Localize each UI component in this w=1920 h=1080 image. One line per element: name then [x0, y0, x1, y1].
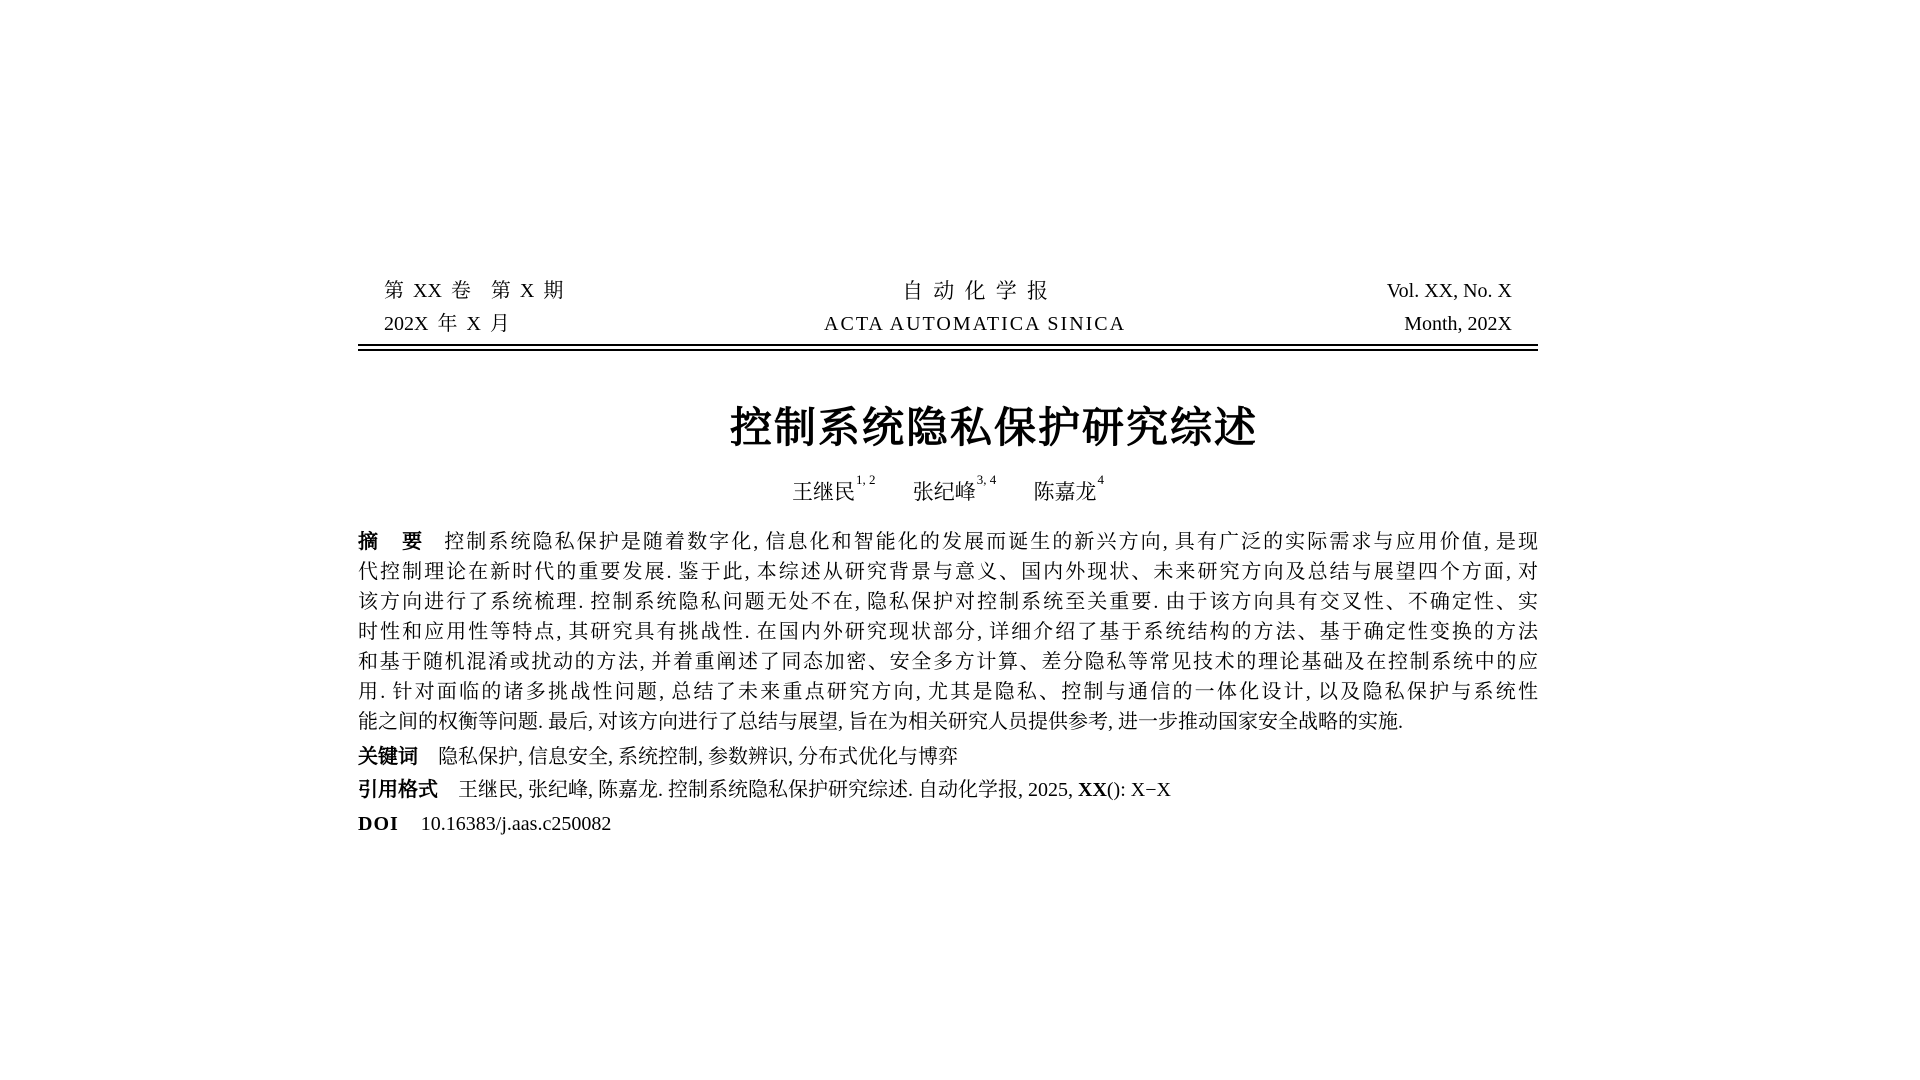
abstract-label: 摘 要 [358, 531, 425, 553]
paper-title: 控制系统隐私保护研究综述 [729, 404, 1258, 451]
abstract-line: 代控制理论在新时代的重要发展. 鉴于此, 本综述从研究背景与意义、国内外现状、未来研究方向及总结与展望四个方面, 对 [358, 561, 1538, 583]
volume-issue-cn: 第 XX 卷 第 X 期 [384, 280, 564, 302]
masthead-right [1387, 275, 1538, 341]
journal-name-en: ACTA AUTOMATICA SINICA [824, 313, 1127, 335]
date-en: Month, 202X [1404, 313, 1512, 335]
doi-label: DOI [358, 813, 399, 835]
journal-masthead [358, 275, 1538, 341]
author-2-name: 张纪峰 [912, 480, 976, 504]
journal-name-cn: 自 动 化 学 报 [902, 279, 1049, 303]
masthead-left [358, 275, 563, 341]
doi-line [358, 809, 1538, 839]
author-1-name: 王继民 [792, 480, 855, 504]
keywords-label: 关键词 [358, 746, 418, 768]
doi-value: 10.16383/j.aas.c250082 [420, 813, 612, 835]
author-2 [912, 472, 997, 504]
author-1 [792, 472, 876, 504]
keywords-line [358, 742, 1538, 772]
abstract-line: 时性和应用性等特点, 其研究具有挑战性. 在国内外研究现状部分, 详细介绍了基于系统结构的方法、基于确定性变换的方法 [358, 621, 1538, 643]
abstract-line [358, 527, 1538, 557]
paper-first-page [358, 275, 1538, 839]
date-cn: 202X 年 X 月 [384, 313, 510, 335]
volume-issue-en: Vol. XX, No. X [1386, 280, 1512, 302]
citation-text [458, 779, 1171, 801]
authors-line [358, 472, 1538, 505]
author-3 [1033, 472, 1105, 504]
abstract-line: 用. 针对面临的诸多挑战性问题, 总结了未来重点研究方向, 尤其是隐私、控制与通信的一体化设计, 以及隐私保护与系统性 [358, 681, 1538, 703]
author-3-superscript: 4 [1097, 472, 1104, 487]
citation-suffix: (): X−X [1106, 779, 1171, 801]
abstract-line: 和基于随机混淆或扰动的方法, 并着重阐述了同态加密、安全多方计算、差分隐私等常见技术的理论基础及在控制系统中的应 [358, 651, 1538, 673]
abstract-line-text: 控制系统隐私保护是随着数字化, 信息化和智能化的发展而诞生的新兴方向, 具有广泛的实际需求与应用价值, 是现 [444, 531, 1539, 553]
author-2-superscript: 3, 4 [976, 472, 997, 487]
author-3-name: 陈嘉龙 [1033, 480, 1097, 504]
citation-line [358, 775, 1538, 805]
citation-label: 引用格式 [358, 779, 438, 801]
abstract-line: 该方向进行了系统梳理. 控制系统隐私问题无处不在, 隐私保护对控制系统至关重要. 由于该方向具有交叉性、不确定性、实 [358, 591, 1538, 613]
citation-prefix: 王继民, 张纪峰, 陈嘉龙. 控制系统隐私保护研究综述. 自动化学报, 2025, [458, 779, 1078, 801]
abstract-line: 能之间的权衡等问题. 最后, 对该方向进行了总结与展望, 旨在为相关研究人员提供参考, 进一步推动国家安全战略的实施. [358, 711, 1403, 733]
header-double-rule [358, 344, 1538, 351]
abstract-section [358, 527, 1538, 737]
author-1-superscript: 1, 2 [856, 472, 876, 487]
keywords-text: 隐私保护, 信息安全, 系统控制, 参数辨识, 分布式优化与博弈 [438, 746, 958, 768]
citation-volume: XX [1078, 779, 1107, 801]
masthead-center [824, 275, 1126, 341]
